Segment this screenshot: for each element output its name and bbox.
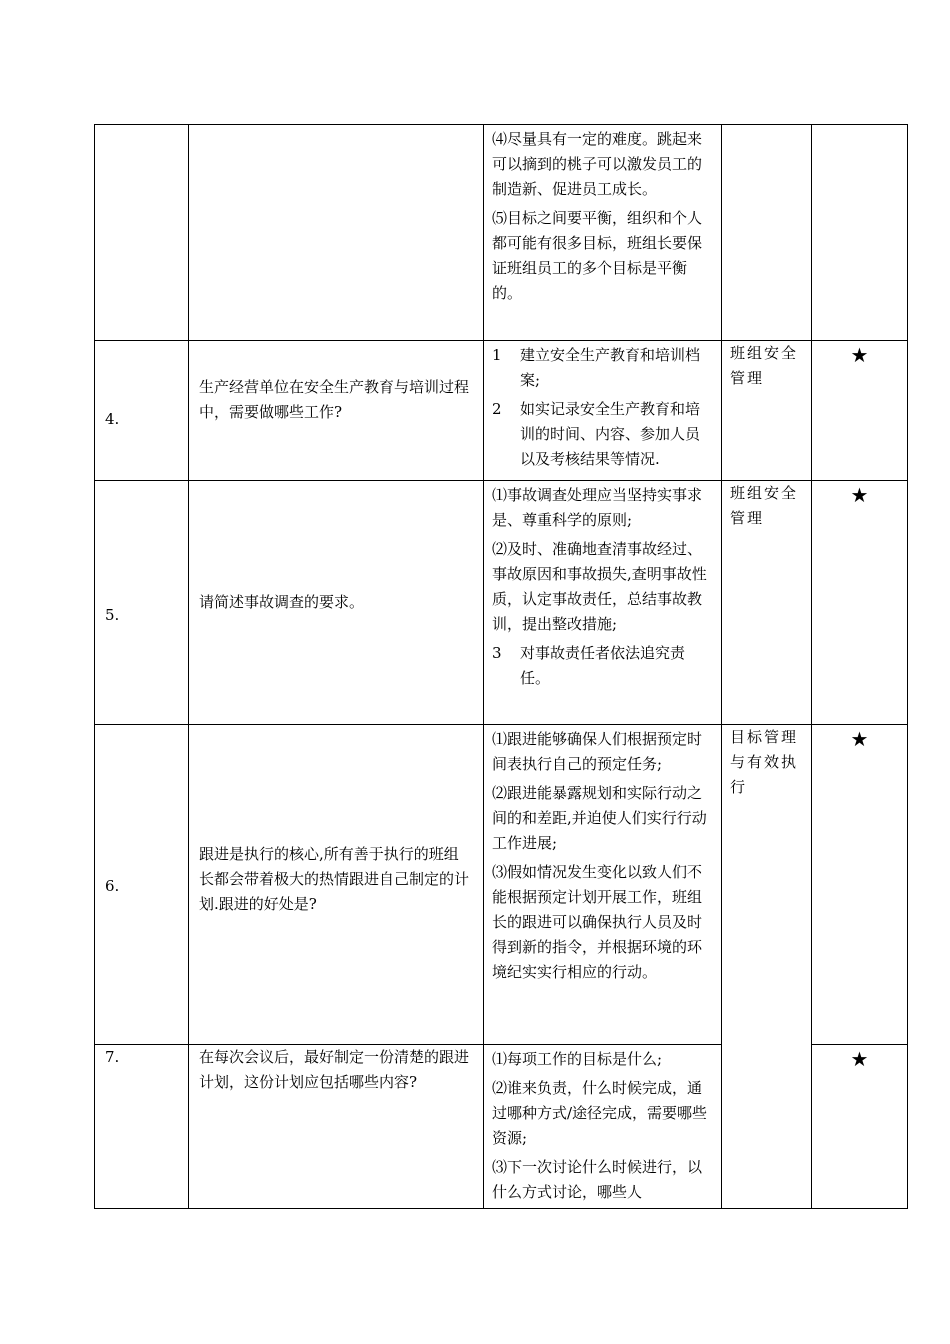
answer-cell xyxy=(484,725,722,1045)
category-cell xyxy=(722,125,812,341)
question-cell xyxy=(189,125,484,341)
answer-item: ⑶假如情况发生变化以致人们不能根据预定计划开展工作，班组长的跟进可以确保执行人员及时得到新的指令，并根据环境的环境纪实实行相应的行动。 xyxy=(492,863,703,981)
answer-cell xyxy=(484,1045,722,1209)
question-text: 跟进是执行的核心,所有善于执行的班组长都会带着极大的热情跟进自己制定的计划.跟进的好处是? xyxy=(199,845,470,913)
star-cell xyxy=(812,725,908,1045)
answer-item: ⑴事故调查处理应当坚持实事求是、尊重科学的原则; xyxy=(492,486,703,529)
star-cell xyxy=(812,1045,908,1209)
answer-cell xyxy=(484,125,722,341)
answer-number: 3 xyxy=(492,644,502,662)
category-cell xyxy=(722,481,812,725)
row-number: 6. xyxy=(105,877,120,895)
row-number-cell xyxy=(95,125,189,341)
question-text: 请简述事故调查的要求。 xyxy=(199,593,365,611)
category-text: 班组安全管理 xyxy=(730,484,799,527)
row-number: 5. xyxy=(105,606,120,624)
star-icon: ★ xyxy=(850,727,869,751)
answer-item xyxy=(492,343,713,393)
question-cell xyxy=(189,1045,484,1209)
answer-cell xyxy=(484,481,722,725)
category-text: 班组安全管理 xyxy=(730,344,799,387)
row-number-cell xyxy=(95,1045,189,1209)
answer-text: 对事故责任者依法追究责任。 xyxy=(520,644,686,687)
question-cell xyxy=(189,481,484,725)
table-row xyxy=(95,341,908,481)
answer-item: ⑵及时、准确地查清事故经过、事故原因和事故损失,查明事故性质，认定事故责任，总结事故教训，提出整改措施; xyxy=(492,540,707,633)
question-cell xyxy=(189,725,484,1045)
row-number-cell xyxy=(95,341,189,481)
answer-item xyxy=(492,641,713,691)
question-cell xyxy=(189,341,484,481)
question-text: 在每次会议后，最好制定一份清楚的跟进计划，这份计划应包括哪些内容? xyxy=(199,1048,470,1091)
table-row xyxy=(95,725,908,1045)
answer-number: 1 xyxy=(492,346,502,364)
answer-item: ⑴跟进能够确保人们根据预定时间表执行自己的预定任务; xyxy=(492,730,703,773)
table-row xyxy=(95,125,908,341)
star-cell xyxy=(812,125,908,341)
answer-item: ⑶下一次讨论什么时候进行，以什么方式讨论，哪些人 xyxy=(492,1158,703,1201)
answer-item: ⑷尽量具有一定的难度。跳起来可以摘到的桃子可以激发员工的制造新、促进员工成长。 xyxy=(492,130,703,198)
star-icon: ★ xyxy=(850,1047,869,1071)
category-text: 目标管理与有效执行 xyxy=(730,728,799,796)
answer-text: 建立安全生产教育和培训档案; xyxy=(520,346,701,389)
answer-number: 2 xyxy=(492,400,502,418)
answer-text: 如实记录安全生产教育和培训的时间、内容、参加人员以及考核结果等情况. xyxy=(520,400,701,468)
answer-item xyxy=(492,397,713,472)
category-cell xyxy=(722,341,812,481)
star-icon: ★ xyxy=(850,343,869,367)
answer-cell xyxy=(484,341,722,481)
row-number-cell xyxy=(95,725,189,1045)
row-number: 4. xyxy=(105,410,120,428)
row-number-cell xyxy=(95,481,189,725)
question-text: 生产经营单位在安全生产教育与培训过程中，需要做哪些工作? xyxy=(199,377,470,421)
answer-item: ⑴每项工作的目标是什么; xyxy=(492,1050,663,1068)
category-cell xyxy=(722,725,812,1209)
answer-item: ⑸目标之间要平衡，组织和个人都可能有很多目标，班组长要保证班组员工的多个目标是平衡的。 xyxy=(492,209,703,302)
star-icon: ★ xyxy=(850,483,869,507)
row-number: 7. xyxy=(105,1048,120,1066)
qa-table xyxy=(94,124,908,1209)
answer-item: ⑵谁来负责，什么时候完成，通过哪种方式/途径完成，需要哪些资源; xyxy=(492,1079,708,1147)
answer-item: ⑵跟进能暴露规划和实际行动之间的和差距,并迫使人们实行行动工作进展; xyxy=(492,784,707,852)
table-row xyxy=(95,481,908,725)
star-cell xyxy=(812,341,908,481)
star-cell xyxy=(812,481,908,725)
